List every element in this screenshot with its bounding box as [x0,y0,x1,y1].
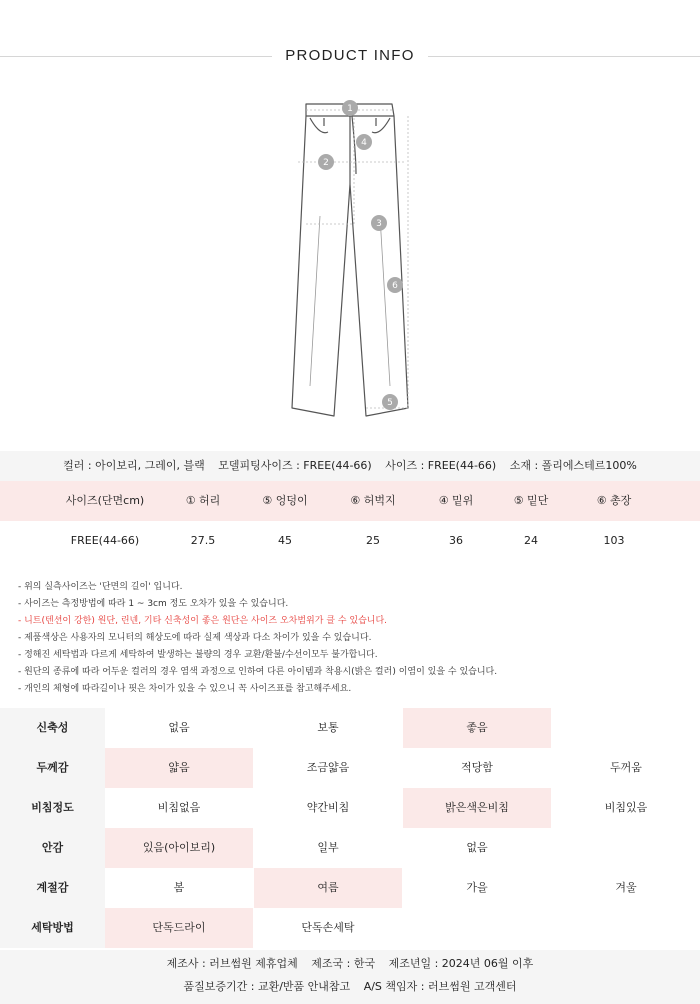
note-item: - 제품색상은 사용자의 모니터의 해상도에 따라 실제 색상과 다소 차이가 있을 수 있습니다. [18,633,372,643]
attribute-option: 단독드라이 [105,908,253,948]
size-cell: 45 [278,534,292,547]
size-header-cell: ⑤ 밑단 [513,494,549,507]
note-item: - 원단의 종류에 따라 어두운 컬러의 경우 염색 과정으로 인하여 다른 아이템과 착용시(밝은 컬러) 이염이 있을 수 있습니다. [18,667,498,677]
attribute-label: 계절감 [0,868,105,908]
footer-country: 제조국 : 한국 [311,957,376,970]
attribute-row [0,788,700,828]
attribute-option: 얇음 [105,748,253,788]
attribute-label: 두께감 [0,748,105,788]
attribute-option: 약간비침 [306,801,350,814]
product-info-heading [0,44,700,70]
left-pocket [310,118,328,133]
footer-as: A/S 책임자 : 러브썸원 고객센터 [363,980,517,993]
pants-measurement-diagram [280,96,420,426]
attribute-option: 두꺼움 [610,761,642,774]
right-pocket [372,118,390,133]
attribute-option: 일부 [317,841,339,854]
footer-line [0,975,700,998]
size-table-header [0,481,700,521]
marker-4-label: 4 [361,138,367,148]
attribute-option: 있음(아이보리) [105,828,253,868]
size-header-cell: ④ 밑위 [438,494,474,507]
fabric-attributes-table [0,708,700,948]
attribute-option [552,708,700,748]
attribute-row [0,868,700,908]
crease-lines [310,216,390,386]
attribute-option: 좋음 [403,708,551,748]
summary-color: 컬러 : 아이보리, 그레이, 블랙 [63,459,205,472]
attribute-label: 비침정도 [0,788,105,828]
size-cell: FREE(44-66) [70,534,140,547]
attribute-row [0,908,700,948]
attribute-option [552,828,700,868]
size-cell: 103 [603,534,625,547]
product-footer [0,950,700,1004]
attribute-option: 가을 [466,881,488,894]
attribute-option [552,908,700,948]
footer-date: 제조년일 : 2024년 06월 이후 [388,957,534,970]
size-header-cell: ⑥ 허벅지 [350,494,396,507]
marker-2-label: 2 [323,158,329,168]
attribute-option: 보통 [317,721,339,734]
marker-5-label: 5 [387,398,393,408]
attribute-option: 겨울 [615,881,637,894]
size-table-row [0,521,700,561]
page-title: PRODUCT INFO [285,47,415,64]
attribute-option: 없음 [466,841,488,854]
size-header-cell: ① 허리 [185,494,221,507]
note-item: - 위의 실측사이즈는 '단면의 길이' 입니다. [18,582,183,592]
size-cell: 27.5 [190,534,216,547]
note-item: - 정해진 세탁법과 다르게 세탁하여 발생하는 불량의 경우 교환/환불/수선이모두 불가합니다. [18,650,378,660]
product-summary-bar [0,451,700,481]
summary-size: 사이즈 : FREE(44-66) [385,459,497,472]
size-header-cell: ⑥ 총장 [596,494,632,507]
attribute-option: 비침있음 [604,801,648,814]
summary-model-size: 모델피팅사이즈 : FREE(44-66) [218,459,372,472]
note-item: - 사이즈는 측정방법에 따라 1 ~ 3cm 정도 오차가 있을 수 있습니다. [18,599,289,609]
size-notes [18,579,688,698]
attribute-label: 안감 [0,828,105,868]
attribute-option: 단독손세탁 [301,921,355,934]
attribute-option: 적당함 [461,761,493,774]
attribute-label: 신축성 [0,708,105,748]
fly-stitch [352,116,356,174]
size-header-cell: ⑤ 엉덩이 [262,494,308,507]
attribute-option: 밝은색은비침 [403,788,551,828]
attribute-row [0,708,700,748]
size-cell: 36 [449,534,463,547]
attribute-option: 봄 [173,881,185,894]
attribute-row [0,828,700,868]
summary-material: 소재 : 폴리에스테르100% [509,459,637,472]
footer-warranty: 품질보증기간 : 교환/반품 안내참고 [183,980,351,993]
size-cell: 24 [524,534,538,547]
marker-3-label: 3 [376,219,382,229]
size-header-cell: 사이즈(단면cm) [65,494,145,507]
attribute-option: 없음 [168,721,190,734]
attribute-option: 조금얇음 [306,761,350,774]
footer-maker: 제조사 : 러브썸원 제휴업체 [166,957,298,970]
attribute-option: 비침없음 [157,801,201,814]
size-cell: 25 [366,534,380,547]
note-item: - 개인의 체형에 따라길이나 핏은 차이가 있을 수 있으니 꼭 사이즈표를 참고해주세요. [18,684,352,694]
footer-line [0,952,700,975]
note-item: - 니트(텐션이 강한) 원단, 린넨, 기타 신축성이 좋은 원단은 사이즈 오차범위가 클 수 있습니다. [18,616,388,626]
attribute-row [0,748,700,788]
marker-1-label: 1 [347,104,353,114]
attribute-label: 세탁방법 [0,908,105,948]
attribute-option [403,908,551,948]
marker-6-label: 6 [392,281,398,291]
attribute-option: 여름 [254,868,402,908]
